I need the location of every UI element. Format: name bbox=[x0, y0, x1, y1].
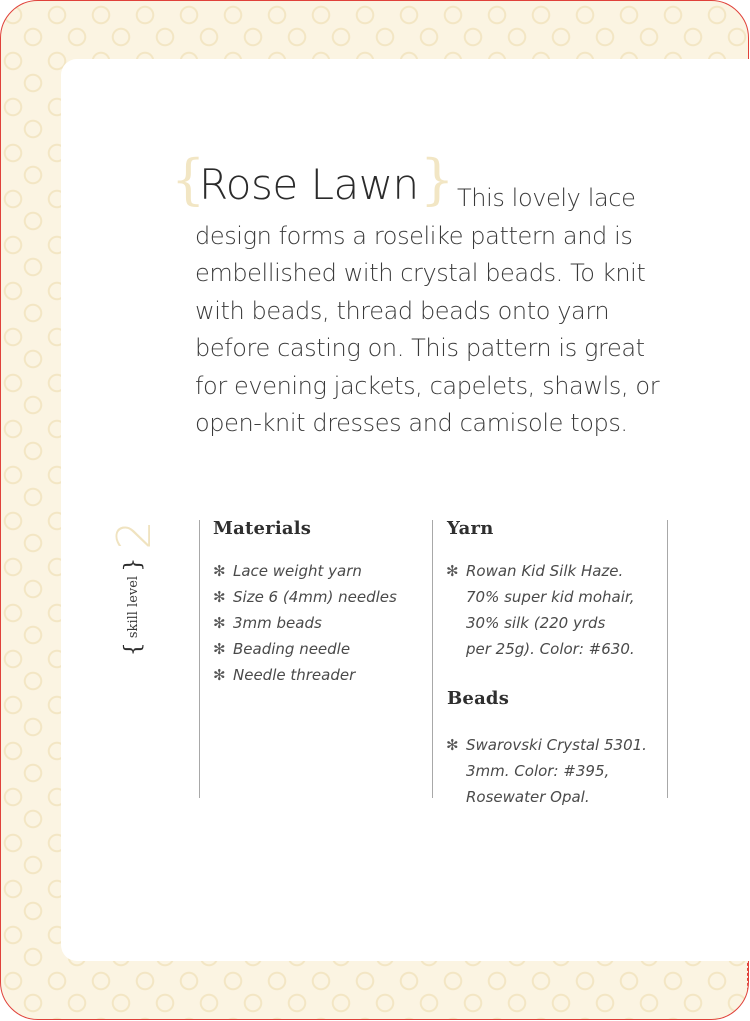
yarn-line: Rowan Kid Silk Haze. bbox=[466, 562, 624, 580]
beads-heading: Beads bbox=[447, 688, 510, 709]
skill-label-text: skill level bbox=[126, 575, 141, 639]
column-divider bbox=[432, 520, 433, 798]
asterisk-icon: ✻ bbox=[446, 562, 459, 580]
list-item: ✻ 3mm beads bbox=[213, 610, 397, 636]
asterisk-icon: ✻ bbox=[213, 640, 226, 658]
column-divider bbox=[199, 520, 200, 798]
intro-paragraph: This lovely lace design forms a roselike pattern and is embellished with crystal beads. To knit with beads, thread beads onto yarn before casting on. This pattern is great for evening jackets, capelets, shawls, or open-knit dresses and camisole tops. bbox=[195, 184, 660, 437]
asterisk-icon: ✻ bbox=[213, 666, 226, 684]
title-brace-close: } bbox=[420, 148, 455, 211]
list-item: ✻ Size 6 (4mm) needles bbox=[213, 584, 397, 610]
asterisk-icon: ✻ bbox=[213, 562, 226, 580]
asterisk-icon: ✻ bbox=[213, 614, 226, 632]
beads-line: Rosewater Opal. bbox=[466, 788, 590, 806]
materials-heading: Materials bbox=[213, 518, 312, 539]
yarn-details bbox=[446, 558, 635, 662]
yarn-line: 70% super kid mohair, bbox=[466, 588, 635, 606]
skill-brace-open: { bbox=[121, 642, 146, 657]
asterisk-icon: ✻ bbox=[446, 736, 459, 754]
title-brace-open: { bbox=[171, 148, 206, 211]
beads-details bbox=[446, 732, 647, 810]
materials-list bbox=[213, 558, 397, 688]
yarn-line: per 25g). Color: #630. bbox=[466, 640, 635, 658]
skill-level-label bbox=[121, 527, 145, 687]
list-item: ✻ Lace weight yarn bbox=[213, 558, 397, 584]
column-divider bbox=[667, 520, 668, 798]
yarn-heading: Yarn bbox=[447, 518, 494, 539]
skill-level-number: 2 bbox=[107, 520, 161, 550]
yarn-line: 30% silk (220 yrds bbox=[466, 614, 606, 632]
list-item: ✻ Beading needle bbox=[213, 636, 397, 662]
page-title: Rose Lawn bbox=[199, 160, 419, 209]
beads-line: Swarovski Crystal 5301. bbox=[466, 736, 647, 754]
skill-brace-close: } bbox=[121, 557, 146, 572]
asterisk-icon: ✻ bbox=[213, 588, 226, 606]
beads-line: 3mm. Color: #395, bbox=[466, 762, 610, 780]
list-item: ✻ Needle threader bbox=[213, 662, 397, 688]
